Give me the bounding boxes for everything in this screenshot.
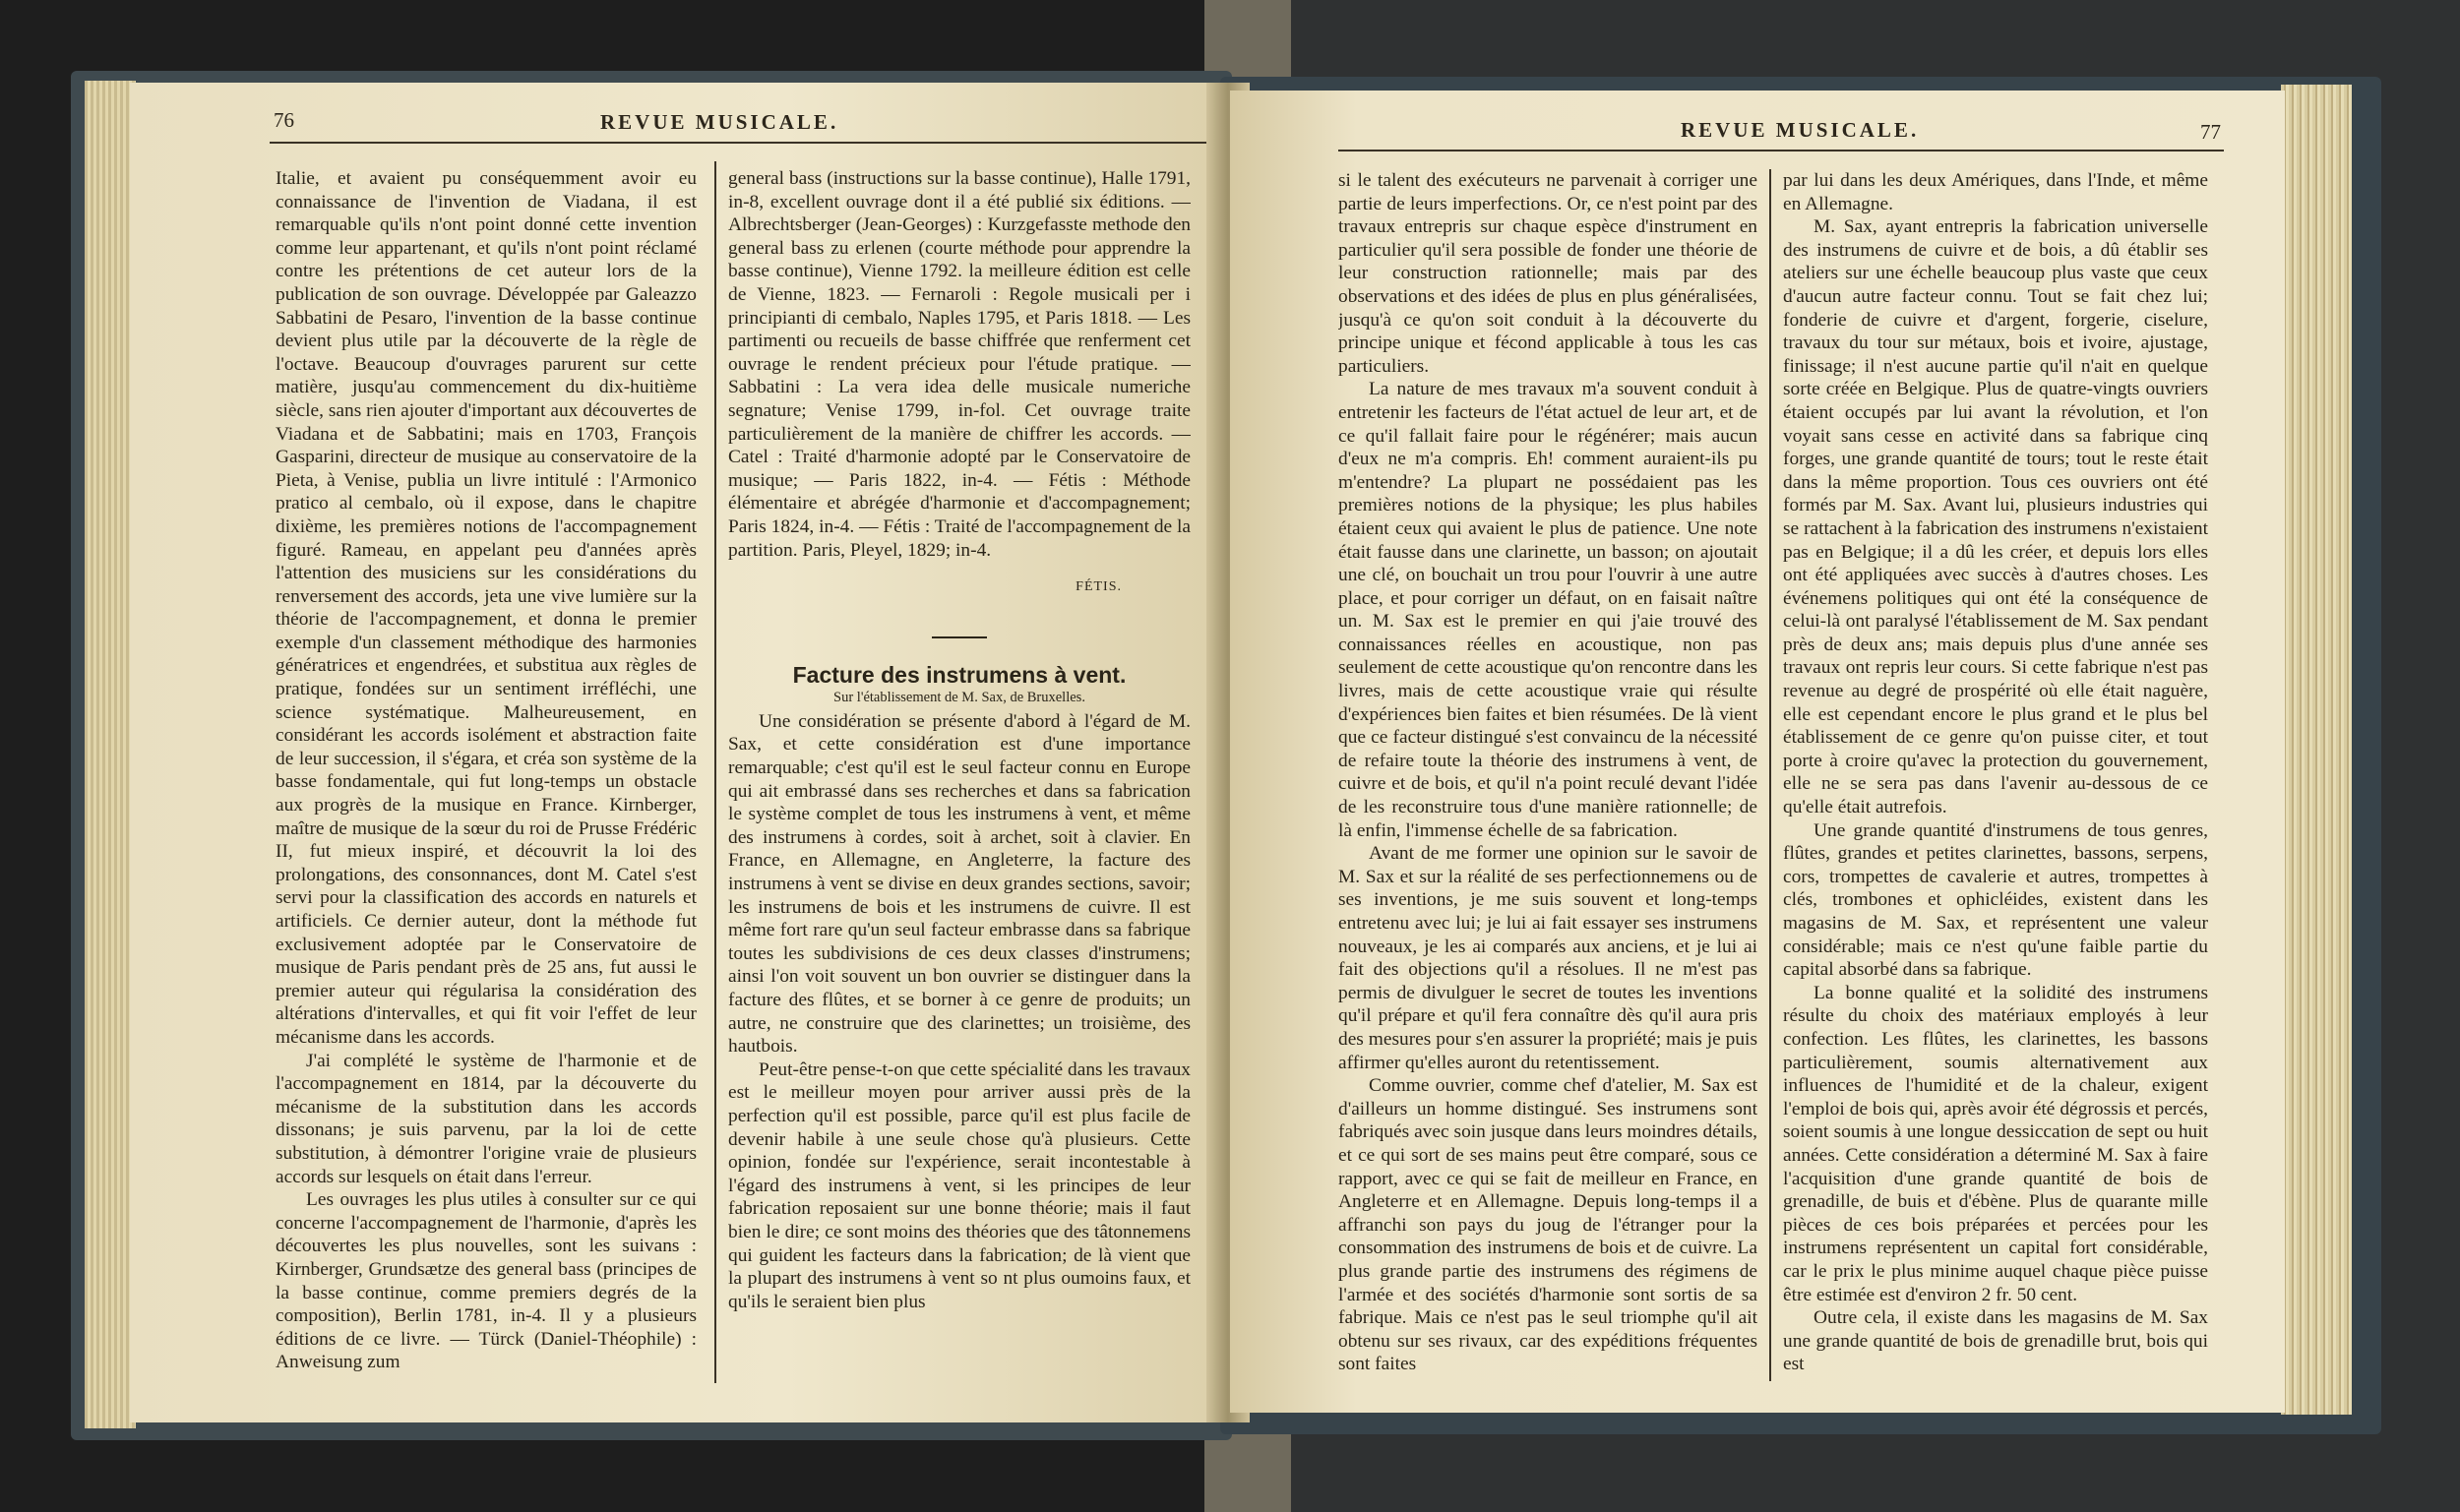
paragraph: Comme ouvrier, comme chef d'atelier, M. Sax est d'ailleurs un homme distingué. Ses instrumens sont fabriqués avec soin jusque dans leurs moindres détails, et ce qui sort de ses mains peut être comparé, sous ce rapport, avec ce qui se fait de meilleur en France, en Angleterre et en Allemagne. Depuis long-temps il a affranchi son pays du joug de l'étranger pour la consommation des instrumens de bois et de cuivre. La plus grande partie des instrumens des régimens de l'armée et des sociétés d'harmonie sont sortis de sa fabrique. Mais ce n'est pas le seul triomphe qu'il ait obtenu sur ses rivaux, car des expéditions fréquentes sont faites [1338,1075,1757,1375]
paragraph: M. Sax, ayant entrepris la fabrication universelle des instrumens de cuivre et de bois, a dû établir ses ateliers sur une échelle beaucoup plus vaste que ceux d'aucun autre facteur connu. Tout se fait chez lui; fonderie de cuivre et d'argent, forgerie, ciselure, travaux du tour sur métaux, bois et ivoire, ajustage, finissage; il n'est aucune partie qu'il n'ait en quelque sorte créée en Belgique. Plus de quatre-vingts ouvriers étaient occupés par lui avant la révolution, et l'on voyait sans cesse en activité dans sa fabrique cinq forges, une grande quantité de tours; tout le reste était dans la même proportion. Tous ces ouvriers ont été formés par M. Sax. Avant lui, plusieurs industries qui se rattachent à la fabrication des instrumens n'existaient pas en Belgique; il a dû les créer, et depuis lors elles ont été appliquées avec succès à d'autres choses. Les événemens politiques qui ont été la conséquence de celui-là ont paralysé l'établissement de M. Sax pendant près de deux ans; mais depuis plus d'une année ses travaux ont repris leur cours. Si cette fabrique n'est pas revenue au degré de prospérité où elle était naguère, elle est cependant encore le plus grand et le plus bel établissement de ce genre qu'on puisse citer, et tout porte à croire qu'avec la protection du gouvernement, elle ne se sera pas dans l'avenir au-dessous de ce qu'elle était autrefois. [1783,216,2208,818]
column-rule [1769,169,1771,1381]
header-rule [270,142,1218,144]
page-number: 76 [274,108,294,132]
paragraph: La nature de mes travaux m'a souvent conduit à entretenir les facteurs de l'état actuel de leur art, et de ce qu'il fallait faire pour le régénérer; mais aucun d'eux ne m'a compris. Eh! comment auraient-ils pu m'entendre? La plupart ne possédaient pas les premières notions de la physique; les plus habiles étaient ceux qui avaient le plus de patience. Une note était fausse dans une clarinette, un basson; on ajoutait une clé, on bouchait un trou pour l'ouvrir à une autre place, et pour corriger un défaut, on en faisait naître un. M. Sax est le premier en qui j'aie trouvé des connaissances réelles en acoustique, non pas seulement de cette acoustique qu'on rencontre dans les livres, mais de cette acoustique vraie qui résulte d'expériences bien faites et bien résumées. De là vient que ce facteur distingué s'est convaincu de la nécessité de refaire toute la théorie des instrumens à vent, de cuivre et de bois, et qu'il n'a point reculé devant l'idée de les reconstruire tous d'une manière rationnelle; de là enfin, l'immense échelle de sa fabrication. [1338,379,1757,841]
paragraph: Italie, et avaient pu conséquemment avoir eu connaissance de l'invention de Viadana, il est remarquable qu'ils n'ont point donné cette invention comme leur appartenant, et qu'ils n'ont point réclamé contre les prétentions de cet auteur lors de la publication de son ouvrage. Développée par Galeazzo Sabbatini de Pesaro, l'invention de la basse continue devient plus utile par la découverte de la règle de l'octave. Beaucoup d'ouvrages parurent sur cette matière, jusqu'au commencement du dix-huitième siècle, sans rien ajouter d'important aux découvertes de Viadana et de Sabbatini; mais en 1703, François Gasparini, directeur de musique au conservatoire de la Pieta, à Venise, publia un livre intitulé : l'Armonico pratico al cembalo, où il expose, dans le chapitre dixième, les premières notions de l'accompagnement figuré. Rameau, en appelant peu d'années après l'attention des musiciens sur les considérations du renversement des accords, jeta une vive lumière sur la théorie de l'accompagnement, et donna le premier exemple d'un classement méthodique des harmonies génératrices et engendrées, et substitua aux règles de pratique, fondées sur un sentiment irréfléchi, une science systématique. Malheureusement, en considérant les accords isolément et abstraction faite de leur succession, il s'égara, et créa son système de la basse fondamentale, qui fut long-temps un obstacle aux progrès de la musique en France. Kirnberger, maître de musique de la sœur du roi de Prusse Frédéric II, fut mieux inspiré, et découvrit la loi des prolongations, des consonnances, dont M. Catel s'est servi pour la classification des accords en naturels et artificiels. Ce dernier auteur, dont la méthode fut exclusivement adoptée par le Conservatoire de musique de Paris pendant près de 25 ans, fut aussi le premier auteur qui régularisa la considération des altérations d'intervalles, et qui fit voir l'effet de leur mécanisme dans les accords. [276,168,697,1048]
article-subtitle: Sur l'établissement de M. Sax, de Bruxelles. [833,690,1085,706]
running-head: REVUE MUSICALE. [1681,118,1920,142]
paragraph: Avant de me former une opinion sur le savoir de M. Sax et sur la réalité de ses perfectionnemens ou de ses inventions, je me suis souvent et long-temps entretenu avec lui; je lui ai fait essayer ses instrumens nouveaux, je les ai comparés aux anciens, et je lui ai fait des objections qu'il a résolues. Il ne m'est pas permis de divulguer le secret de toutes les inventions qu'il prépare et qu'il fera connaître dès qu'il aura pris des mesures pour s'en assurer la propriété; mais je puis affirmer qu'elles auront du retentissement. [1338,843,1757,1073]
left-page-column-2 [728,167,1191,1387]
paragraph: si le talent des exécuteurs ne parvenait à corriger une partie de leurs imperfections. Or, ce n'est point par des travaux entrepris sur chaque espèce d'instrument en particulier qu'il sera possible de fonder une théorie de leur construction rationnelle; mais par des observations et des idées de plus en plus généralisées, jusqu'à ce qu'on soit conduit à la découverte du principe unique et fécond applicable à tous les cas particuliers. [1338,170,1757,377]
left-page [130,83,1224,1422]
page-edges-right [2281,85,2352,1415]
paragraph: Les ouvrages les plus utiles à consulter sur ce qui concerne l'accompagnement de l'harmonie, d'après les découvertes les plus nouvelles, sont les suivans : Kirnberger, Grundsætze des general bass (principes de la basse continue, comme premiers degrés de la composition), Berlin 1781, in-4. Il y a plusieurs éditions de ce livre. — Türck (Daniel-Théophile) : Anweisung zum [276,1189,697,1373]
right-page [1230,91,2285,1413]
running-head: REVUE MUSICALE. [600,110,839,134]
page-number: 77 [2200,120,2221,144]
paragraph: Une grande quantité d'instrumens de tous genres, flûtes, grandes et petites clarinettes, bassons, serpens, cors, trompettes de cavalerie et autres, trompettes à clés, trombones et ophicléides, existent dans les magasins de M. Sax, et représentent une valeur considérable; mais ce n'est qu'une faible partie du capital absorbé dans sa fabrique. [1783,819,2208,981]
paragraph: Outre cela, il existe dans les magasins de M. Sax une grande quantité de bois de grenadille brut, bois qui est [1783,1307,2208,1375]
right-page-column-2 [1783,169,2208,1381]
paragraph: Une considération se présente d'abord à l'égard de M. Sax, et cette considération est d'une importance remarquable; c'est qu'il est le seul facteur connu en Europe qui ait embrassé dans ses recherches et dans sa fabrication le système complet de tous les instrumens à vent, et même des instrumens à cordes, soit à archet, soit à clavier. En France, en Allemagne, en Angleterre, la facture des instrumens à vent se divise en deux grandes sections, savoir; les instrumens de bois et les instrumens de cuivre. Il est même fort rare qu'un seul facteur embrasse dans sa fabrique toutes les subdivisions de ces deux classes d'instrumens; ainsi l'on voit souvent un bon ouvrier se distinguer dans la facture des flûtes, et se borner à ce genre de produits; un autre, ne construire que des clarinettes; un troisième, des hautbois. [728,710,1191,1058]
paragraph: Peut-être pense-t-on que cette spécialité dans les travaux est le meilleur moyen pour arriver aussi près de la perfection qu'il est possible, parce qu'il est plus facile de devenir habile à une seule chose qu'à plusieurs. Cette opinion, fondée sur l'expérience, serait incontestable à l'égard des instrumens à vent, si les principes de leur fabrication reposaient sur une bonne théorie; mais il faut bien le dire; ce sont moins des théories que des tâtonnemens qui guident les facteurs dans la fabrication; de là vient que la plupart des instrumens à vent so nt plus oumoins faux, et qu'ils le seraient bien plus [728,1058,1191,1312]
header-rule [1338,150,2224,151]
page-edges-left [85,81,136,1428]
article-title: Facture des instrumens à vent. [792,661,1127,688]
paragraph: par lui dans les deux Amériques, dans l'Inde, et même en Allemagne. [1783,170,2208,214]
column-rule [714,161,716,1383]
right-page-column-1 [1338,169,1757,1381]
left-page-column-1 [276,167,697,1387]
paragraph: general bass (instructions sur la basse continue), Halle 1791, in-8, excellent ouvrage dont il a été publié six éditions. — Albrechtsberger (Jean-Georges) : Kurzgefasste methode den general bass zu erlenen (courte méthode pour apprendre la basse continue), Vienne 1792. la meilleure édition est celle de Vienne, 1823. — Fernaroli : Regole musicali per i principianti di cembalo, Naples 1795, et Paris 1818. — Les partimenti ou recueils de basse chiffrée que renferment cet ouvrage le rendent précieux pour l'étude pratique. — Sabbatini : La vera idea delle musicale numeriche segnature; Venise 1799, in-fol. Cet ouvrage traite particulièrement de la manière de chiffrer les accords. — Catel : Traité d'harmonie adopté par le Conservatoire de musique; — Paris 1822, in-4. — Fétis : Méthode élémentaire et abrégée d'harmonie et d'accompagnement; Paris 1824, in-4. — Fétis : Traité de l'accompagnement de la partition. Paris, Pleyel, 1829; in-4. [728,168,1191,561]
section-divider [932,636,987,638]
paragraph: J'ai complété le système de l'harmonie et de l'accompagnement en 1814, par la découverte du mécanisme de la substitution dans les accords dissonans; je suis parvenu, par la loi de cette substitution, à démontrer l'origine vraie de plusieurs accords sur lesquels on était dans l'erreur. [276,1050,697,1187]
paragraph: La bonne qualité et la solidité des instrumens résulte du choix des matériaux employés à leur confection. Les flûtes, les clarinettes, les bassons particulièrement, soumis alternativement aux influences de l'humidité et de la chaleur, exigent l'emploi de bois qui, après avoir été dégrossis et percés, soient soumis à une longue dessiccation de sept ou huit années. Cette considération a déterminé M. Sax à faire l'acquisition d'une grande quantité de bois de grenadille, de buis et d'ébène. Plus de quarante mille pièces de ces bois préparées et percées pour les instrumens représentent un capital fort considérable, car le prix le plus minime auquel chaque pièce puisse être estimée est d'environ 2 fr. 50 cent. [1783,982,2208,1305]
author-signature: FÉTIS. [1076,579,1122,595]
